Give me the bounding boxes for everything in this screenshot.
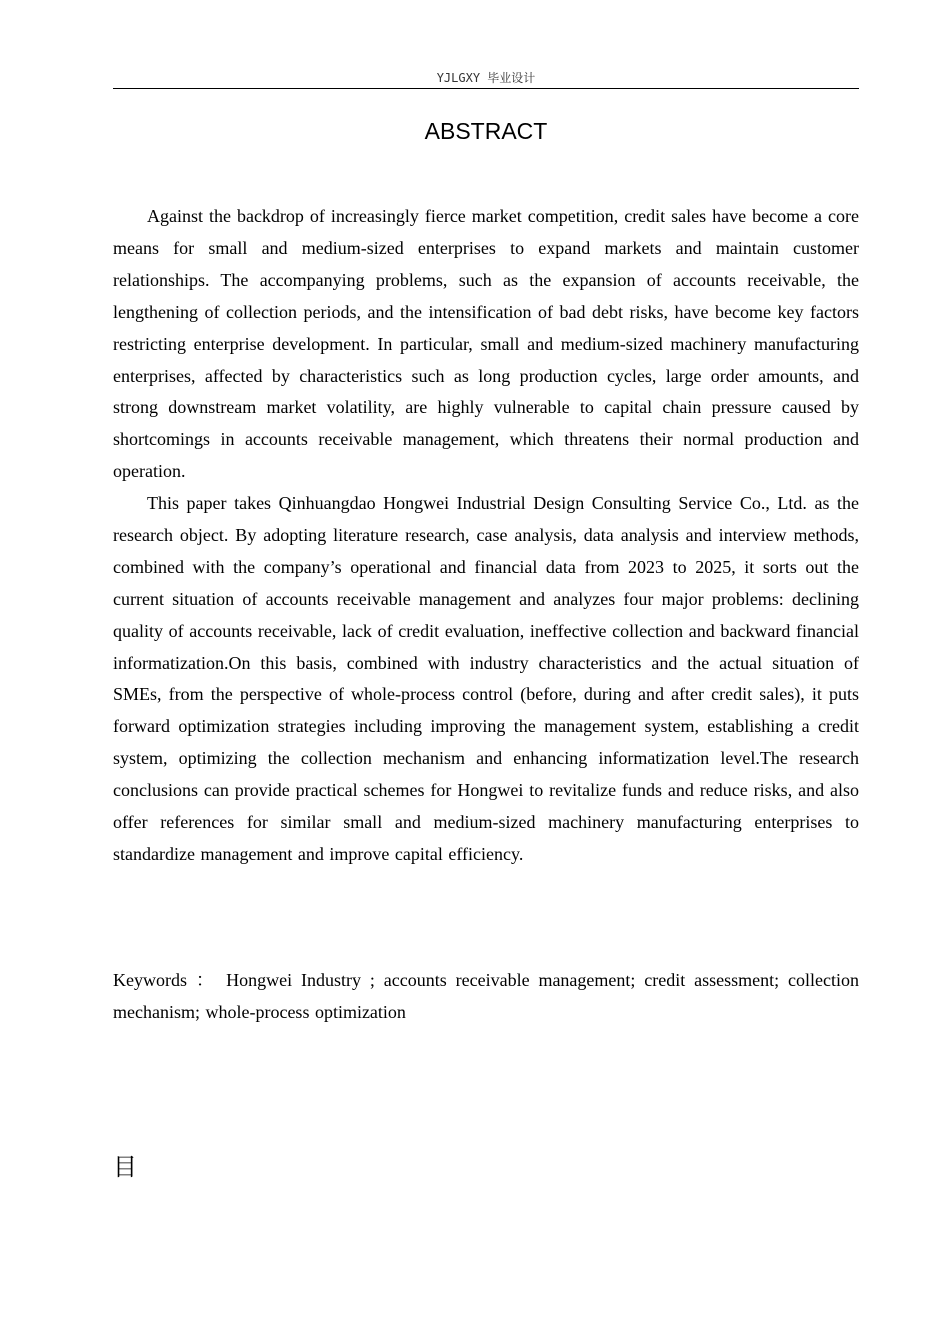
abstract-paragraph-1: Against the backdrop of increasingly fierce market competition, credit sales have become a core means for small and medium-sized enterprises to expand markets and maintain customer relationships. The accompanying problems, such as the expansion of accounts receivable, the lengthening of collection periods, and the intensification of bad debt risks, have become key factors restricting enterprise development. In particular, small and medium-sized machinery manufacturing enterprises, affected by characteristics such as long production cycles, large order amounts, and strong downstream market volatility, are highly vulnerable to capital chain pressure caused by shortcomings in accounts receivable management, which threatens their normal production and operation. bbox=[113, 206, 859, 482]
header-divider bbox=[113, 88, 859, 89]
abstract-title: ABSTRACT bbox=[424, 118, 548, 144]
toc-heading: 目 bbox=[113, 1153, 137, 1181]
abstract-paragraph-2: This paper takes Qinhuangdao Hongwei Industrial Design Consulting Service Co., Ltd. as the research object. By adopting literature research, case analysis, data analysis and interview methods, combined with the company’s operational and financial data from 2023 to 2025, it sorts out the current situation of accounts receivable management and analyzes four major problems: declining quality of accounts receivable, lack of credit evaluation, ineffective collection and backward financial informatization.On this basis, combined with industry characteristics and the actual situation of SMEs, from the perspective of whole-process control (before, during and after credit sales), it puts forward optimization strategies including improving the management system, establishing a credit system, optimizing the collection mechanism and enhancing informatization level.The research conclusions can provide practical schemes for Hongwei to revitalize funds and reduce risks, and also offer references for similar small and medium-sized machinery manufacturing enterprises to standardize management and improve capital efficiency. bbox=[113, 493, 859, 864]
keywords-line: Keywords ： Hongwei Industry ; accounts receivable management; credit assessment; collection mechanism; whole-process optimization bbox=[113, 970, 859, 1022]
running-header: YJLGXY 毕业设计 bbox=[436, 71, 536, 85]
